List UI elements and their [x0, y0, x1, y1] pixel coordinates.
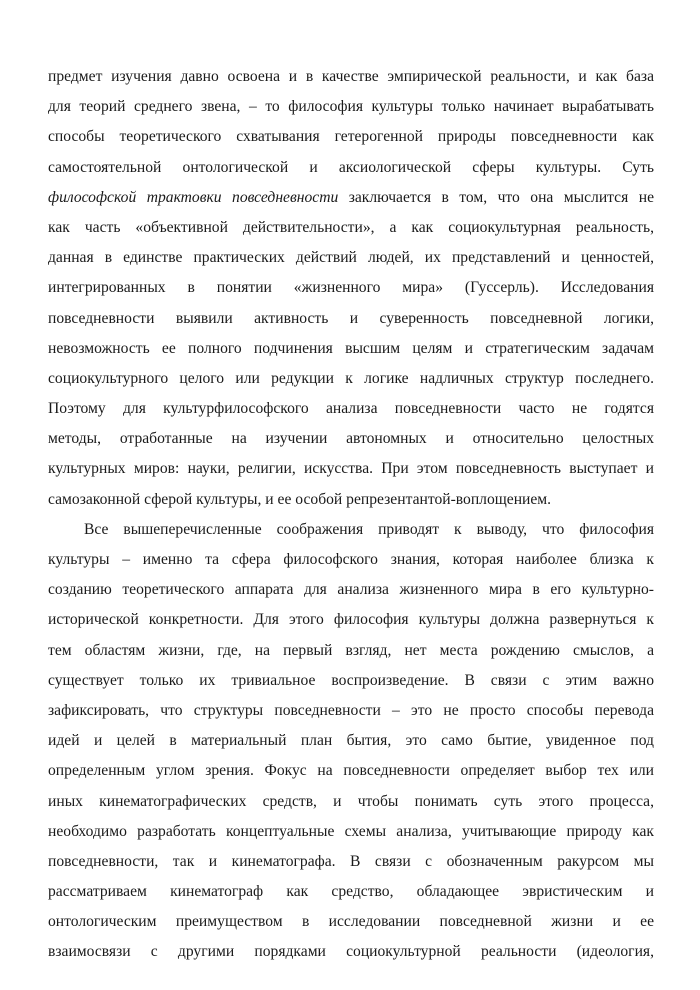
- body-text: [48, 62, 654, 968]
- text-line: [48, 122, 654, 152]
- text-line: [48, 636, 654, 666]
- text-line: [48, 545, 654, 575]
- text-line: [48, 424, 654, 454]
- line-text: повседневности, так и кинематографа. В связи с обозначенным ракурсом мы: [48, 852, 654, 870]
- line-text: данная в единстве практических действий людей, их представлений и ценностей,: [48, 249, 654, 267]
- line-text: существует только их тривиальное воспроизведение. В связи с этим важно: [48, 671, 654, 689]
- text-line: [48, 515, 654, 545]
- text-line: [48, 907, 654, 937]
- text-line: [48, 787, 654, 817]
- paragraph: [48, 62, 654, 515]
- line-text: заключается в том, что она мыслится не: [338, 188, 654, 206]
- text-line: [48, 92, 654, 122]
- text-line: [48, 153, 654, 183]
- line-text: методы, отработанные на изучении автономных и относительно целостных: [48, 430, 654, 448]
- line-text: повседневности выявили активность и суверенность повседневной логики,: [48, 309, 654, 327]
- italic-phrase: философской трактовки повседневности: [48, 188, 339, 206]
- text-line: [48, 605, 654, 635]
- text-line: [48, 183, 654, 213]
- line-text: взаимосвязи с другими порядками социокультурной реальности (идеология,: [48, 943, 654, 961]
- line-text: Поэтому для культурфилософского анализа повседневности часто не годятся: [48, 400, 654, 418]
- text-line: [48, 213, 654, 243]
- line-text: самостоятельной онтологической и аксиологической сферы культуры. Суть: [48, 158, 654, 176]
- text-line: [48, 454, 654, 484]
- line-text: невозможность ее полного подчинения высшим целям и стратегическим задачам: [48, 339, 654, 357]
- line-text: онтологическим преимуществом в исследовании повседневной жизни и ее: [48, 913, 654, 931]
- text-line: [48, 273, 654, 303]
- text-line: [48, 726, 654, 756]
- line-text: способы теоретического схватывания гетерогенной природы повседневности как: [48, 128, 654, 146]
- text-line: [48, 485, 654, 515]
- line-text: самозаконной сферой культуры, и ее особой репрезентантой-воплощением.: [48, 490, 552, 508]
- text-line: [48, 756, 654, 786]
- text-line: [48, 334, 654, 364]
- text-line: [48, 847, 654, 877]
- line-text: рассматриваем кинематограф как средство, обладающее эвристическим и: [48, 883, 654, 901]
- line-text: для теорий среднего звена, – то философия культуры только начинает вырабатывать: [48, 98, 654, 116]
- line-text: тем областям жизни, где, на первый взгляд, нет места рождению смыслов, а: [48, 641, 654, 659]
- text-line: [48, 243, 654, 273]
- paragraph: [48, 515, 654, 968]
- line-text: социокультурного целого или редукции к логике надличных структур последнего.: [48, 369, 654, 387]
- line-text: как часть «объективной действительности», а как социокультурная реальность,: [48, 218, 654, 236]
- line-text: интегрированных в понятии «жизненного мира» (Гуссерль). Исследования: [48, 279, 654, 297]
- text-line: [48, 394, 654, 424]
- line-text: Все вышеперечисленные соображения приводят к выводу, что философия: [84, 520, 654, 538]
- line-text: созданию теоретического аппарата для анализа жизненного мира в его культурно-: [48, 581, 654, 599]
- text-line: [48, 304, 654, 334]
- line-text: предмет изучения давно освоена и в качестве эмпирической реальности, и как база: [48, 68, 654, 85]
- text-line: [48, 937, 654, 967]
- line-text: культурных миров: науки, религии, искусства. При этом повседневность выступает и: [48, 460, 654, 478]
- text-line: [48, 817, 654, 847]
- text-line: [48, 666, 654, 696]
- line-text: иных кинематографических средств, и чтобы понимать суть этого процесса,: [48, 792, 654, 810]
- text-line: [48, 877, 654, 907]
- line-text: исторической конкретности. Для этого философия культуры должна развернуться к: [48, 611, 654, 629]
- text-line: [48, 696, 654, 726]
- line-text: зафиксировать, что структуры повседневности – это не просто способы перевода: [48, 701, 654, 719]
- line-text: определенным углом зрения. Фокус на повседневности определяет выбор тех или: [48, 762, 654, 780]
- text-line: [48, 364, 654, 394]
- text-line: [48, 575, 654, 605]
- line-text: культуры – именно та сфера философского знания, которая наиболее близка к: [48, 551, 654, 568]
- line-text: идей и целей в материальный план бытия, это само бытие, увиденное под: [48, 732, 654, 750]
- line-text: необходимо разработать концептуальные схемы анализа, учитывающие природу как: [48, 822, 654, 840]
- text-line: [48, 62, 654, 92]
